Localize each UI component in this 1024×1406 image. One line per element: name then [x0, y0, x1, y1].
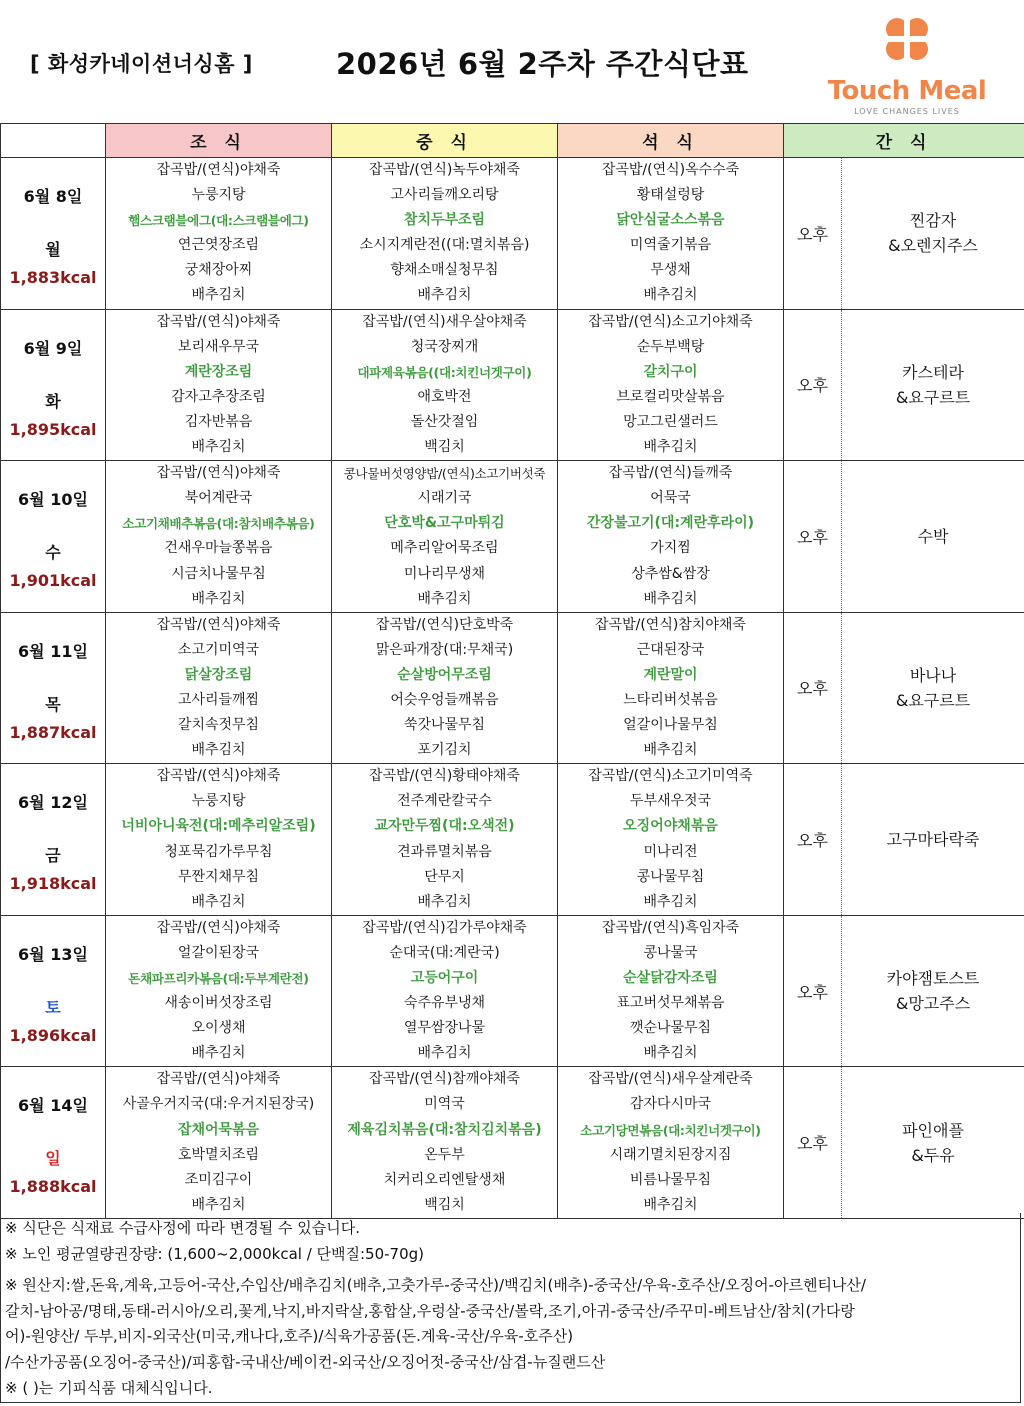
menu-item: 배추김치	[643, 287, 698, 304]
snack-item: 파인애플	[902, 1120, 964, 1140]
menu-item: 배추김치	[643, 1045, 698, 1062]
menu-item: 순살방어무조림	[397, 666, 492, 683]
menu-item: 배추김치	[191, 1196, 246, 1213]
menu-item: 전주계란칼국수	[397, 793, 492, 810]
day-cell	[1, 309, 106, 461]
menu-item: 대파제육볶음((대:치킨너겟구이)	[357, 364, 532, 380]
menu-item: 배추김치	[643, 742, 698, 759]
table-header-row	[1, 124, 1024, 158]
dinner-cell	[558, 461, 784, 613]
day-row	[1, 764, 1024, 916]
dinner-cell	[558, 309, 784, 461]
menu-item: 잡곡밥/(연식)야채죽	[156, 162, 281, 178]
menu-item: 비름나물무침	[629, 1171, 712, 1188]
menu-item: 두부새우젓국	[629, 793, 712, 810]
menu-item: 시래기멸치된장지짐	[609, 1146, 732, 1163]
snack-item: 카스테라	[902, 362, 964, 382]
menu-item: 근대된장국	[636, 641, 705, 658]
menu-item: 잡곡밥/(연식)참치야채죽	[595, 616, 746, 633]
snack-time: 오후	[784, 1067, 842, 1219]
menu-item: 잡곡밥/(연식)참깨야채죽	[369, 1071, 520, 1088]
breakfast-cell	[106, 612, 332, 764]
day-date: 6월 10일	[18, 490, 88, 510]
menu-item: 배추김치	[191, 590, 246, 607]
menu-item: 콩나물버섯영양밥/(연식)소고기버섯죽	[343, 466, 546, 482]
day-kcal: 1,896kcal	[9, 1025, 97, 1045]
menu-body	[1, 158, 1024, 1219]
lunch-cell	[332, 612, 558, 764]
menu-item: 오징어야채볶음	[623, 818, 718, 835]
day-kcal: 1,888kcal	[9, 1177, 97, 1197]
menu-item: 잡곡밥/(연식)새우살계란죽	[588, 1071, 753, 1088]
day-weekday: 금	[45, 846, 61, 866]
menu-item: 어묵국	[650, 490, 691, 507]
menu-item: 쑥갓나물무침	[403, 717, 486, 734]
day-date: 6월 12일	[18, 793, 88, 813]
menu-item: 소시지계란전((대:멸치볶음)	[359, 237, 530, 254]
snack-header: 간 식	[784, 124, 1024, 158]
menu-item: 미나리전	[643, 843, 698, 860]
menu-item: 미역국	[424, 1096, 465, 1113]
clover-logo-icon	[874, 14, 940, 74]
menu-item: 단호박&고구마튀김	[384, 515, 505, 532]
menu-item: 잡곡밥/(연식)황태야채죽	[369, 768, 520, 785]
snack-cell	[842, 612, 1024, 764]
menu-item: 잡곡밥/(연식)녹두야채죽	[369, 162, 520, 178]
menu-item: 보리새우무국	[177, 338, 260, 355]
snack-cell	[842, 915, 1024, 1067]
menu-item: 단무지	[424, 868, 465, 885]
dinner-cell	[558, 1067, 784, 1219]
day-cell	[1, 158, 106, 310]
touch-meal-logo	[826, 14, 988, 118]
menu-item: 브로컬리맛살볶음	[616, 388, 725, 405]
menu-item: 배추김치	[643, 1196, 698, 1213]
snack-cell	[842, 461, 1024, 613]
menu-item: 치커리오리엔탈생채	[383, 1171, 506, 1188]
menu-item: 돌산갓절임	[410, 413, 479, 430]
day-kcal: 1,901kcal	[9, 571, 97, 591]
breakfast-cell	[106, 461, 332, 613]
snack-item: &요구르트	[895, 387, 971, 407]
menu-item: 시래기국	[417, 490, 472, 507]
menu-item: 잡곡밥/(연식)들깨죽	[608, 465, 733, 482]
menu-item: 고사리들깨오리탕	[390, 187, 499, 204]
lunch-cell	[332, 764, 558, 916]
menu-item: 배추김치	[643, 893, 698, 910]
menu-item: 조미김구이	[184, 1171, 253, 1188]
menu-item: 콩나물국	[643, 944, 698, 961]
menu-item: 잡곡밥/(연식)옥수수죽	[601, 162, 740, 178]
menu-item: 애호박전	[417, 388, 472, 405]
menu-item: 잡곡밥/(연식)새우살야채죽	[362, 313, 527, 330]
menu-item: 닭안심굴소스볶음	[616, 212, 725, 229]
day-weekday: 월	[45, 240, 61, 259]
menu-item: 갈치구이	[643, 363, 698, 380]
breakfast-cell	[106, 915, 332, 1067]
snack-item: 고구마타락죽	[886, 830, 980, 850]
menu-item: 새송이버섯장조림	[164, 995, 273, 1012]
menu-item: 황태설렁탕	[636, 187, 705, 204]
menu-item: 포기김치	[417, 742, 472, 759]
note-origin-line: 어)-원양산/ 두부,비지-외국산(미국,캐나다,호주)/식육가공품(돈.계육-국산/우육-호주산)	[5, 1327, 574, 1346]
menu-item: 닭살장조림	[184, 666, 253, 683]
menu-item: 배추김치	[643, 590, 698, 607]
lunch-cell	[332, 1067, 558, 1219]
page-title: 2026년 6월 2주차 주간식단표	[336, 47, 749, 81]
menu-item: 갈치속젓무침	[177, 717, 260, 734]
menu-item: 배추김치	[191, 742, 246, 759]
day-weekday: 화	[45, 391, 61, 411]
menu-item: 맑은파개장(대:무채국)	[375, 641, 514, 658]
menu-item: 숙주유부냉채	[403, 995, 486, 1012]
lunch-cell	[332, 915, 558, 1067]
menu-item: 온두부	[424, 1146, 465, 1163]
day-cell	[1, 461, 106, 613]
menu-item: 소고기미역국	[177, 641, 260, 658]
note-calorie: ※ 노인 평균열량권장량: (1,600~2,000kcal / 단백질:50-70g)	[5, 1245, 425, 1263]
day-row	[1, 309, 1024, 461]
menu-item: 미역줄기볶음	[629, 237, 712, 254]
lunch-header: 중 식	[332, 124, 558, 158]
day-date: 6월 9일	[23, 338, 83, 358]
menu-item: 얼갈이된장국	[177, 944, 260, 961]
logo-brand-text: Touch Meal	[827, 76, 987, 106]
day-date: 6월 11일	[18, 641, 88, 661]
menu-item: 김자반볶음	[184, 413, 253, 430]
menu-item: 청포묵김가루무침	[164, 843, 273, 860]
facility-name: [ 화성카네이션너싱홈 ]	[30, 52, 253, 76]
menu-item: 무짠지채무침	[177, 868, 260, 885]
menu-item: 얼갈이나물무침	[623, 717, 718, 734]
menu-item: 깻순나물무침	[629, 1020, 712, 1037]
breakfast-cell	[106, 764, 332, 916]
menu-item: 상추쌈&쌈장	[631, 565, 710, 582]
menu-item: 백김치	[424, 1196, 465, 1213]
snack-cell	[842, 1067, 1024, 1219]
day-date: 6월 8일	[23, 187, 83, 206]
day-kcal: 1,895kcal	[9, 419, 97, 439]
note-substitute: ※ ( )는 기피식품 대체식입니다.	[5, 1379, 213, 1398]
note-change: ※ 식단은 식재료 수급사정에 따라 변경될 수 있습니다.	[5, 1219, 361, 1237]
snack-time: 오후	[784, 764, 842, 916]
menu-item: 감자다시마국	[629, 1096, 712, 1113]
notes-section	[0, 1213, 1021, 1403]
menu-item: 청국장찌개	[410, 338, 479, 355]
menu-item: 표고버섯무채볶음	[616, 995, 725, 1012]
menu-item: 사골우거지국(대:우거지된장국)	[122, 1096, 315, 1113]
menu-item: 연근엿장조림	[177, 237, 260, 254]
lunch-cell	[332, 309, 558, 461]
menu-item: 열무쌈장나물	[403, 1020, 486, 1037]
snack-item: &망고주스	[895, 994, 971, 1014]
menu-item: 고등어구이	[410, 970, 479, 986]
snack-time: 오후	[784, 461, 842, 613]
menu-item: 돈채파프리카볶음(대:두부계란전)	[128, 971, 309, 986]
snack-cell	[842, 764, 1024, 916]
breakfast-cell	[106, 1067, 332, 1219]
menu-item: 순두부백탕	[636, 338, 705, 355]
snack-item: &요구르트	[895, 690, 971, 710]
snack-time: 오후	[784, 915, 842, 1067]
snack-item: 찐감자	[909, 211, 957, 231]
corner-cell	[1, 124, 106, 158]
day-row	[1, 158, 1024, 310]
menu-item: 메추리알어묵조림	[390, 540, 499, 557]
day-cell	[1, 915, 106, 1067]
snack-time: 오후	[784, 612, 842, 764]
menu-item: 배추김치	[417, 1045, 472, 1062]
breakfast-cell	[106, 158, 332, 310]
menu-item: 느타리버섯볶음	[623, 691, 718, 708]
day-date: 6월 13일	[18, 944, 88, 964]
menu-item: 간장불고기(대:계란후라이)	[586, 515, 755, 532]
day-cell	[1, 1067, 106, 1219]
menu-item: 감자고추장조림	[171, 388, 266, 405]
menu-item: 잡곡밥/(연식)야채죽	[156, 616, 281, 633]
lunch-cell	[332, 158, 558, 310]
dinner-cell	[558, 612, 784, 764]
menu-item: 잡곡밥/(연식)야채죽	[156, 919, 281, 936]
lunch-cell	[332, 461, 558, 613]
menu-item: 호박멸치조림	[177, 1146, 260, 1163]
day-row	[1, 1067, 1024, 1219]
menu-item: 소고기채배추볶음(대:참치배추볶음)	[122, 516, 315, 532]
logo-tagline: LOVE CHANGES LIVES	[854, 107, 960, 116]
day-kcal: 1,883kcal	[9, 268, 97, 287]
snack-item: &두유	[911, 1145, 955, 1165]
menu-item: 콩나물무침	[636, 868, 705, 885]
day-kcal: 1,887kcal	[9, 722, 97, 742]
weekly-menu-table	[0, 123, 1024, 1219]
menu-item: 순대국(대:계란국)	[389, 944, 500, 961]
menu-item: 참치두부조림	[403, 212, 486, 229]
menu-item: 잡곡밥/(연식)야채죽	[156, 768, 281, 785]
day-row	[1, 461, 1024, 613]
menu-item: 너비아니육전(대:메추리알조림)	[121, 818, 316, 835]
menu-item: 잡곡밥/(연식)야채죽	[156, 1071, 281, 1088]
menu-item: 잡곡밥/(연식)단호박죽	[375, 616, 514, 633]
snack-item: 수박	[917, 526, 949, 546]
day-weekday: 목	[45, 694, 61, 714]
menu-item: 제육김치볶음(대:참치김치볶음)	[347, 1121, 542, 1138]
day-weekday: 토	[45, 997, 61, 1017]
menu-item: 어슷우엉들깨볶음	[390, 691, 499, 708]
day-row	[1, 612, 1024, 764]
note-origin-line: 갈치-남아공/명태,동태-러시아/오리,꽃게,낙지,바지락살,홍합살,우렁살-중국산/볼락,조기,아귀-중국산/주꾸미-베트남산/참치(가다랑	[5, 1301, 855, 1320]
dinner-header: 석 식	[558, 124, 784, 158]
day-kcal: 1,918kcal	[9, 874, 97, 894]
menu-item: 계란장조림	[184, 363, 253, 380]
menu-item: 건새우마늘쫑볶음	[164, 540, 273, 557]
menu-item: 배추김치	[417, 590, 472, 607]
menu-item: 잡곡밥/(연식)소고기야채죽	[588, 313, 753, 330]
menu-item: 순살닭감자조림	[623, 970, 718, 986]
menu-item: 계란말이	[643, 666, 698, 683]
menu-item: 무생채	[650, 262, 691, 279]
dinner-cell	[558, 915, 784, 1067]
day-weekday: 수	[45, 543, 61, 563]
breakfast-header: 조 식	[106, 124, 332, 158]
snack-time: 오후	[784, 158, 842, 310]
menu-item: 배추김치	[191, 1045, 246, 1062]
menu-item: 잡곡밥/(연식)소고기미역죽	[588, 768, 753, 785]
menu-item: 미나리무생채	[403, 565, 486, 582]
menu-item: 배추김치	[191, 439, 246, 456]
day-cell	[1, 764, 106, 916]
menu-item: 망고그린샐러드	[623, 413, 718, 430]
day-row	[1, 915, 1024, 1067]
day-weekday: 일	[45, 1149, 61, 1169]
dinner-cell	[558, 158, 784, 310]
menu-item: 잡곡밥/(연식)김가루야채죽	[362, 919, 527, 936]
page-header	[0, 0, 1024, 123]
menu-item: 배추김치	[643, 439, 698, 456]
menu-item: 북어계란국	[184, 490, 253, 507]
menu-item: 잡채어묵볶음	[177, 1121, 260, 1138]
menu-item: 견과류멸치볶음	[397, 843, 492, 860]
menu-item: 잡곡밥/(연식)흑임자죽	[601, 919, 740, 936]
day-cell	[1, 612, 106, 764]
menu-item: 누룽지탕	[191, 793, 246, 810]
menu-item: 소고기당면볶음(대:치킨너겟구이)	[580, 1122, 761, 1138]
snack-item: 카야잼토스트	[886, 969, 980, 989]
snack-time: 오후	[784, 309, 842, 461]
menu-item: 오이생채	[191, 1020, 246, 1037]
menu-item: 배추김치	[417, 893, 472, 910]
menu-item: 배추김치	[417, 287, 472, 304]
dinner-cell	[558, 764, 784, 916]
menu-item: 교자만두찜(대:오색전)	[374, 818, 515, 835]
menu-item: 잡곡밥/(연식)야채죽	[156, 313, 281, 330]
snack-cell	[842, 309, 1024, 461]
menu-item: 향채소매실청무침	[390, 262, 499, 279]
menu-item: 백김치	[424, 439, 465, 456]
menu-item: 가지찜	[650, 540, 691, 557]
note-origin-line: /수산가공품(오징어-중국산)/피홍합-국내산/베이컨-외국산/오징어젓-중국산/삼겹-뉴질랜드산	[5, 1352, 606, 1371]
menu-item: 시금치나물무침	[171, 565, 266, 582]
menu-item: 배추김치	[191, 893, 246, 910]
menu-item: 햄스크램블에그(대:스크램블에그)	[128, 213, 309, 229]
note-origin-line: ※ 원산지:쌀,돈육,계육,고등어-국산,수입산/배추김치(배추,고춧가루-중국산)/백김치(배추)-중국산/우육-호주산/오징어-아르헨티나산/	[5, 1276, 866, 1294]
menu-item: 배추김치	[191, 287, 246, 304]
snack-cell	[842, 158, 1024, 310]
breakfast-cell	[106, 309, 332, 461]
menu-item: 누룽지탕	[191, 187, 246, 204]
snack-item: 바나나	[909, 665, 957, 685]
snack-item: &오렌지주스	[888, 236, 978, 256]
menu-item: 잡곡밥/(연식)야채죽	[156, 465, 281, 482]
menu-item: 궁채장아찌	[184, 262, 253, 279]
menu-item: 고사리들깨찜	[177, 691, 260, 708]
day-date: 6월 14일	[18, 1096, 88, 1116]
